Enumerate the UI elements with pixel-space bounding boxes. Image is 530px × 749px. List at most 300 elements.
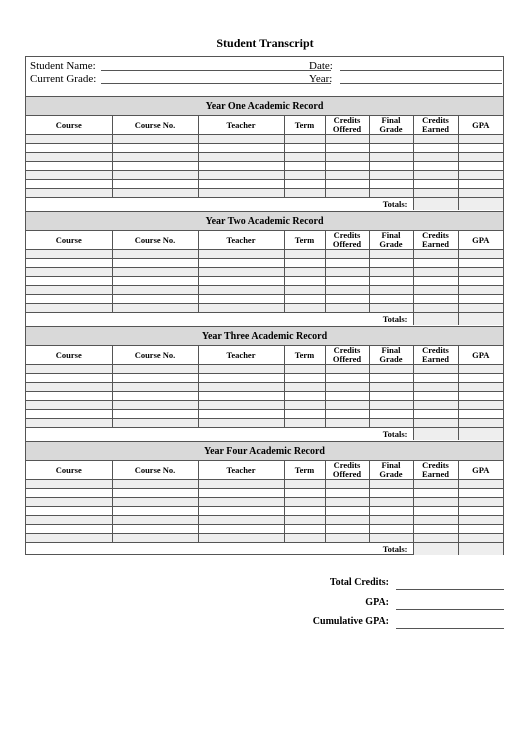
entry-cell[interactable] bbox=[325, 277, 369, 286]
entry-cell[interactable] bbox=[325, 374, 369, 383]
entry-cell[interactable] bbox=[198, 534, 284, 543]
entry-cell[interactable] bbox=[369, 180, 413, 189]
totals-label: Totals: bbox=[26, 543, 413, 556]
year-field[interactable] bbox=[340, 83, 502, 84]
entry-cell[interactable] bbox=[284, 250, 325, 259]
gpa-total[interactable] bbox=[458, 543, 503, 556]
entry-cell[interactable] bbox=[458, 180, 503, 189]
entry-cell[interactable] bbox=[198, 365, 284, 374]
entry-cell[interactable] bbox=[198, 171, 284, 180]
entry-cell[interactable] bbox=[369, 383, 413, 392]
entry-cell[interactable] bbox=[26, 189, 112, 198]
entry-cell[interactable] bbox=[325, 498, 369, 507]
entry-cell[interactable] bbox=[112, 304, 198, 313]
credits-earned-total[interactable] bbox=[413, 313, 458, 326]
entry-cell[interactable] bbox=[26, 392, 112, 401]
column-header: Final Grade bbox=[369, 231, 413, 250]
entry-cell[interactable] bbox=[413, 534, 458, 543]
entry-cell[interactable] bbox=[369, 259, 413, 268]
entry-cell[interactable] bbox=[284, 295, 325, 304]
entry-cell[interactable] bbox=[413, 410, 458, 419]
entry-cell[interactable] bbox=[325, 259, 369, 268]
column-header: GPA bbox=[458, 116, 503, 135]
column-header: Credits Offered bbox=[325, 231, 369, 250]
entry-cell[interactable] bbox=[413, 525, 458, 534]
column-header: Term bbox=[284, 231, 325, 250]
entry-cell[interactable] bbox=[413, 286, 458, 295]
entry-cell[interactable] bbox=[198, 392, 284, 401]
entry-cell[interactable] bbox=[26, 401, 112, 410]
entry-cell[interactable] bbox=[112, 498, 198, 507]
entry-cell[interactable] bbox=[325, 480, 369, 489]
entry-cell[interactable] bbox=[458, 277, 503, 286]
entry-cell[interactable] bbox=[369, 480, 413, 489]
column-header: Term bbox=[284, 346, 325, 365]
table-row bbox=[26, 383, 503, 392]
entry-cell[interactable] bbox=[413, 144, 458, 153]
entry-cell[interactable] bbox=[325, 516, 369, 525]
entry-cell[interactable] bbox=[413, 153, 458, 162]
record-table bbox=[26, 346, 503, 440]
entry-cell[interactable] bbox=[26, 180, 112, 189]
entry-cell[interactable] bbox=[413, 171, 458, 180]
entry-cell[interactable] bbox=[325, 295, 369, 304]
entry-cell[interactable] bbox=[112, 295, 198, 304]
entry-cell[interactable] bbox=[458, 516, 503, 525]
entry-cell[interactable] bbox=[284, 180, 325, 189]
entry-cell[interactable] bbox=[369, 419, 413, 428]
entry-cell[interactable] bbox=[112, 507, 198, 516]
entry-cell[interactable] bbox=[458, 153, 503, 162]
entry-cell[interactable] bbox=[413, 383, 458, 392]
entry-cell[interactable] bbox=[458, 383, 503, 392]
record-table bbox=[26, 116, 503, 210]
entry-cell[interactable] bbox=[458, 162, 503, 171]
entry-cell[interactable] bbox=[413, 277, 458, 286]
entry-cell[interactable] bbox=[112, 259, 198, 268]
entry-cell[interactable] bbox=[26, 304, 112, 313]
entry-cell[interactable] bbox=[198, 286, 284, 295]
table-row bbox=[26, 480, 503, 489]
entry-cell[interactable] bbox=[284, 480, 325, 489]
entry-cell[interactable] bbox=[284, 534, 325, 543]
entry-cell[interactable] bbox=[112, 401, 198, 410]
entry-cell[interactable] bbox=[325, 383, 369, 392]
table-row bbox=[26, 401, 503, 410]
entry-cell[interactable] bbox=[26, 383, 112, 392]
entry-cell[interactable] bbox=[198, 180, 284, 189]
entry-cell[interactable] bbox=[284, 489, 325, 498]
cumulative-gpa-field[interactable] bbox=[396, 628, 504, 629]
entry-cell[interactable] bbox=[198, 374, 284, 383]
entry-cell[interactable] bbox=[198, 144, 284, 153]
entry-cell[interactable] bbox=[369, 135, 413, 144]
entry-cell[interactable] bbox=[458, 135, 503, 144]
entry-cell[interactable] bbox=[369, 365, 413, 374]
entry-cell[interactable] bbox=[26, 365, 112, 374]
entry-cell[interactable] bbox=[284, 135, 325, 144]
entry-cell[interactable] bbox=[198, 295, 284, 304]
entry-cell[interactable] bbox=[369, 153, 413, 162]
entry-cell[interactable] bbox=[284, 410, 325, 419]
entry-cell[interactable] bbox=[112, 480, 198, 489]
entry-cell[interactable] bbox=[284, 525, 325, 534]
entry-cell[interactable] bbox=[458, 268, 503, 277]
table-row bbox=[26, 295, 503, 304]
entry-cell[interactable] bbox=[112, 180, 198, 189]
entry-cell[interactable] bbox=[284, 286, 325, 295]
entry-cell[interactable] bbox=[26, 162, 112, 171]
entry-cell[interactable] bbox=[413, 516, 458, 525]
entry-cell[interactable] bbox=[325, 268, 369, 277]
entry-cell[interactable] bbox=[198, 507, 284, 516]
date-field[interactable] bbox=[340, 70, 502, 71]
gpa-row bbox=[204, 597, 504, 611]
entry-cell[interactable] bbox=[325, 180, 369, 189]
entry-cell[interactable] bbox=[112, 489, 198, 498]
entry-cell[interactable] bbox=[325, 286, 369, 295]
entry-cell[interactable] bbox=[413, 489, 458, 498]
entry-cell[interactable] bbox=[413, 498, 458, 507]
table-row bbox=[26, 250, 503, 259]
entry-cell[interactable] bbox=[458, 419, 503, 428]
entry-cell[interactable] bbox=[198, 153, 284, 162]
entry-cell[interactable] bbox=[112, 144, 198, 153]
table-row bbox=[26, 268, 503, 277]
entry-cell[interactable] bbox=[458, 171, 503, 180]
entry-cell[interactable] bbox=[26, 153, 112, 162]
entry-cell[interactable] bbox=[325, 171, 369, 180]
entry-cell[interactable] bbox=[369, 498, 413, 507]
entry-cell[interactable] bbox=[26, 277, 112, 286]
entry-cell[interactable] bbox=[369, 171, 413, 180]
entry-cell[interactable] bbox=[458, 286, 503, 295]
entry-cell[interactable] bbox=[284, 277, 325, 286]
entry-cell[interactable] bbox=[458, 507, 503, 516]
totals-row bbox=[26, 313, 503, 326]
entry-cell[interactable] bbox=[458, 489, 503, 498]
entry-cell[interactable] bbox=[284, 383, 325, 392]
entry-cell[interactable] bbox=[26, 516, 112, 525]
entry-cell[interactable] bbox=[369, 295, 413, 304]
entry-cell[interactable] bbox=[458, 410, 503, 419]
entry-cell[interactable] bbox=[458, 401, 503, 410]
table-row bbox=[26, 419, 503, 428]
entry-cell[interactable] bbox=[112, 410, 198, 419]
gpa-total[interactable] bbox=[458, 198, 503, 211]
entry-cell[interactable] bbox=[26, 250, 112, 259]
entry-cell[interactable] bbox=[284, 162, 325, 171]
entry-cell[interactable] bbox=[26, 410, 112, 419]
entry-cell[interactable] bbox=[369, 525, 413, 534]
entry-cell[interactable] bbox=[112, 516, 198, 525]
column-header: Teacher bbox=[198, 346, 284, 365]
table-row bbox=[26, 304, 503, 313]
column-header: Term bbox=[284, 461, 325, 480]
entry-cell[interactable] bbox=[369, 277, 413, 286]
entry-cell[interactable] bbox=[198, 401, 284, 410]
entry-cell[interactable] bbox=[198, 162, 284, 171]
entry-cell[interactable] bbox=[325, 304, 369, 313]
entry-cell[interactable] bbox=[413, 507, 458, 516]
entry-cell[interactable] bbox=[413, 374, 458, 383]
entry-cell[interactable] bbox=[198, 259, 284, 268]
entry-cell[interactable] bbox=[112, 162, 198, 171]
entry-cell[interactable] bbox=[458, 480, 503, 489]
entry-cell[interactable] bbox=[26, 419, 112, 428]
entry-cell[interactable] bbox=[458, 259, 503, 268]
entry-cell[interactable] bbox=[198, 480, 284, 489]
entry-cell[interactable] bbox=[413, 401, 458, 410]
entry-cell[interactable] bbox=[413, 268, 458, 277]
info-row-1 bbox=[26, 59, 503, 73]
entry-cell[interactable] bbox=[26, 525, 112, 534]
entry-cell[interactable] bbox=[284, 374, 325, 383]
entry-cell[interactable] bbox=[284, 516, 325, 525]
entry-cell[interactable] bbox=[369, 250, 413, 259]
credits-earned-total[interactable] bbox=[413, 543, 458, 556]
entry-cell[interactable] bbox=[458, 498, 503, 507]
entry-cell[interactable] bbox=[413, 250, 458, 259]
entry-cell[interactable] bbox=[198, 189, 284, 198]
entry-cell[interactable] bbox=[284, 268, 325, 277]
entry-cell[interactable] bbox=[369, 410, 413, 419]
section-heading: Year One Academic Record bbox=[26, 96, 503, 116]
table-row bbox=[26, 135, 503, 144]
entry-cell[interactable] bbox=[325, 507, 369, 516]
entry-cell[interactable] bbox=[112, 189, 198, 198]
entry-cell[interactable] bbox=[112, 153, 198, 162]
entry-cell[interactable] bbox=[112, 277, 198, 286]
column-header: Credits Offered bbox=[325, 461, 369, 480]
entry-cell[interactable] bbox=[198, 250, 284, 259]
entry-cell[interactable] bbox=[369, 392, 413, 401]
entry-cell[interactable] bbox=[284, 189, 325, 198]
gpa-total[interactable] bbox=[458, 428, 503, 441]
entry-cell[interactable] bbox=[413, 419, 458, 428]
entry-cell[interactable] bbox=[284, 365, 325, 374]
entry-cell[interactable] bbox=[458, 525, 503, 534]
column-header: Credits Earned bbox=[413, 461, 458, 480]
header-row bbox=[26, 116, 503, 135]
entry-cell[interactable] bbox=[198, 135, 284, 144]
record-section bbox=[26, 96, 503, 210]
entry-cell[interactable] bbox=[369, 374, 413, 383]
entry-cell[interactable] bbox=[284, 259, 325, 268]
entry-cell[interactable] bbox=[458, 250, 503, 259]
entry-cell[interactable] bbox=[26, 268, 112, 277]
table-row bbox=[26, 277, 503, 286]
entry-cell[interactable] bbox=[26, 489, 112, 498]
page-title: Student Transcript bbox=[216, 36, 314, 50]
column-header: Term bbox=[284, 116, 325, 135]
entry-cell[interactable] bbox=[112, 419, 198, 428]
section-heading: Year Four Academic Record bbox=[26, 441, 503, 461]
entry-cell[interactable] bbox=[26, 480, 112, 489]
entry-cell[interactable] bbox=[198, 498, 284, 507]
entry-cell[interactable] bbox=[26, 534, 112, 543]
entry-cell[interactable] bbox=[198, 277, 284, 286]
entry-cell[interactable] bbox=[284, 498, 325, 507]
entry-cell[interactable] bbox=[112, 171, 198, 180]
totals-label: Totals: bbox=[26, 198, 413, 211]
entry-cell[interactable] bbox=[325, 525, 369, 534]
column-header: Course No. bbox=[112, 231, 198, 250]
record-section bbox=[26, 441, 503, 555]
column-header: Credits Offered bbox=[325, 116, 369, 135]
entry-cell[interactable] bbox=[112, 250, 198, 259]
entry-cell[interactable] bbox=[325, 410, 369, 419]
entry-cell[interactable] bbox=[26, 507, 112, 516]
entry-cell[interactable] bbox=[369, 304, 413, 313]
entry-cell[interactable] bbox=[26, 295, 112, 304]
current-grade-field[interactable] bbox=[101, 83, 331, 84]
entry-cell[interactable] bbox=[325, 162, 369, 171]
table-row bbox=[26, 392, 503, 401]
entry-cell[interactable] bbox=[284, 401, 325, 410]
header-row bbox=[26, 346, 503, 365]
table-row bbox=[26, 286, 503, 295]
entry-cell[interactable] bbox=[369, 534, 413, 543]
entry-cell[interactable] bbox=[413, 365, 458, 374]
entry-cell[interactable] bbox=[284, 153, 325, 162]
entry-cell[interactable] bbox=[413, 259, 458, 268]
entry-cell[interactable] bbox=[112, 525, 198, 534]
entry-cell[interactable] bbox=[413, 392, 458, 401]
entry-cell[interactable] bbox=[369, 401, 413, 410]
entry-cell[interactable] bbox=[369, 189, 413, 198]
column-header: GPA bbox=[458, 461, 503, 480]
student-name-field[interactable] bbox=[101, 70, 331, 71]
entry-cell[interactable] bbox=[284, 419, 325, 428]
entry-cell[interactable] bbox=[325, 401, 369, 410]
date-label: Date: bbox=[309, 60, 333, 72]
entry-cell[interactable] bbox=[413, 189, 458, 198]
entry-cell[interactable] bbox=[458, 304, 503, 313]
section-heading: Year Two Academic Record bbox=[26, 211, 503, 231]
entry-cell[interactable] bbox=[413, 295, 458, 304]
gpa-total[interactable] bbox=[458, 313, 503, 326]
entry-cell[interactable] bbox=[325, 489, 369, 498]
table-row bbox=[26, 525, 503, 534]
header-row bbox=[26, 231, 503, 250]
entry-cell[interactable] bbox=[325, 392, 369, 401]
info-row-2 bbox=[26, 72, 503, 86]
entry-cell[interactable] bbox=[198, 268, 284, 277]
year-label: Year: bbox=[309, 73, 333, 85]
entry-cell[interactable] bbox=[325, 534, 369, 543]
entry-cell[interactable] bbox=[458, 144, 503, 153]
entry-cell[interactable] bbox=[112, 392, 198, 401]
table-row bbox=[26, 516, 503, 525]
entry-cell[interactable] bbox=[112, 135, 198, 144]
entry-cell[interactable] bbox=[112, 286, 198, 295]
entry-cell[interactable] bbox=[26, 135, 112, 144]
credits-earned-total[interactable] bbox=[413, 428, 458, 441]
entry-cell[interactable] bbox=[458, 189, 503, 198]
entry-cell[interactable] bbox=[458, 534, 503, 543]
entry-cell[interactable] bbox=[325, 135, 369, 144]
column-header: Credits Earned bbox=[413, 116, 458, 135]
entry-cell[interactable] bbox=[369, 144, 413, 153]
gpa-field[interactable] bbox=[396, 609, 504, 610]
entry-cell[interactable] bbox=[325, 189, 369, 198]
entry-cell[interactable] bbox=[26, 374, 112, 383]
table-row bbox=[26, 410, 503, 419]
total-credits-field[interactable] bbox=[396, 589, 504, 590]
entry-cell[interactable] bbox=[325, 144, 369, 153]
entry-cell[interactable] bbox=[198, 419, 284, 428]
total-credits-row bbox=[204, 577, 504, 591]
entry-cell[interactable] bbox=[325, 250, 369, 259]
column-header: Final Grade bbox=[369, 461, 413, 480]
entry-cell[interactable] bbox=[413, 162, 458, 171]
entry-cell[interactable] bbox=[198, 489, 284, 498]
entry-cell[interactable] bbox=[369, 286, 413, 295]
entry-cell[interactable] bbox=[26, 171, 112, 180]
entry-cell[interactable] bbox=[284, 171, 325, 180]
entry-cell[interactable] bbox=[198, 525, 284, 534]
entry-cell[interactable] bbox=[112, 268, 198, 277]
entry-cell[interactable] bbox=[112, 374, 198, 383]
entry-cell[interactable] bbox=[284, 304, 325, 313]
transcript-form bbox=[25, 56, 504, 555]
entry-cell[interactable] bbox=[198, 410, 284, 419]
column-header: Teacher bbox=[198, 461, 284, 480]
entry-cell[interactable] bbox=[26, 498, 112, 507]
entry-cell[interactable] bbox=[369, 162, 413, 171]
entry-cell[interactable] bbox=[458, 365, 503, 374]
entry-cell[interactable] bbox=[458, 295, 503, 304]
credits-earned-total[interactable] bbox=[413, 198, 458, 211]
entry-cell[interactable] bbox=[198, 383, 284, 392]
gpa-label: GPA: bbox=[365, 597, 389, 608]
entry-cell[interactable] bbox=[284, 144, 325, 153]
entry-cell[interactable] bbox=[26, 259, 112, 268]
entry-cell[interactable] bbox=[284, 507, 325, 516]
entry-cell[interactable] bbox=[112, 534, 198, 543]
table-row bbox=[26, 489, 503, 498]
entry-cell[interactable] bbox=[458, 374, 503, 383]
entry-cell[interactable] bbox=[325, 153, 369, 162]
entry-cell[interactable] bbox=[325, 365, 369, 374]
entry-cell[interactable] bbox=[112, 383, 198, 392]
entry-cell[interactable] bbox=[369, 507, 413, 516]
totals-row bbox=[26, 198, 503, 211]
entry-cell[interactable] bbox=[413, 135, 458, 144]
table-row bbox=[26, 259, 503, 268]
entry-cell[interactable] bbox=[413, 180, 458, 189]
entry-cell[interactable] bbox=[369, 516, 413, 525]
section-heading: Year Three Academic Record bbox=[26, 326, 503, 346]
entry-cell[interactable] bbox=[369, 268, 413, 277]
entry-cell[interactable] bbox=[458, 392, 503, 401]
column-header: Credits Offered bbox=[325, 346, 369, 365]
record-section bbox=[26, 326, 503, 440]
entry-cell[interactable] bbox=[26, 144, 112, 153]
entry-cell[interactable] bbox=[112, 365, 198, 374]
entry-cell[interactable] bbox=[325, 419, 369, 428]
table-row bbox=[26, 374, 503, 383]
entry-cell[interactable] bbox=[413, 480, 458, 489]
table-row bbox=[26, 144, 503, 153]
entry-cell[interactable] bbox=[198, 516, 284, 525]
entry-cell[interactable] bbox=[26, 286, 112, 295]
entry-cell[interactable] bbox=[413, 304, 458, 313]
entry-cell[interactable] bbox=[369, 489, 413, 498]
entry-cell[interactable] bbox=[198, 304, 284, 313]
entry-cell[interactable] bbox=[284, 392, 325, 401]
